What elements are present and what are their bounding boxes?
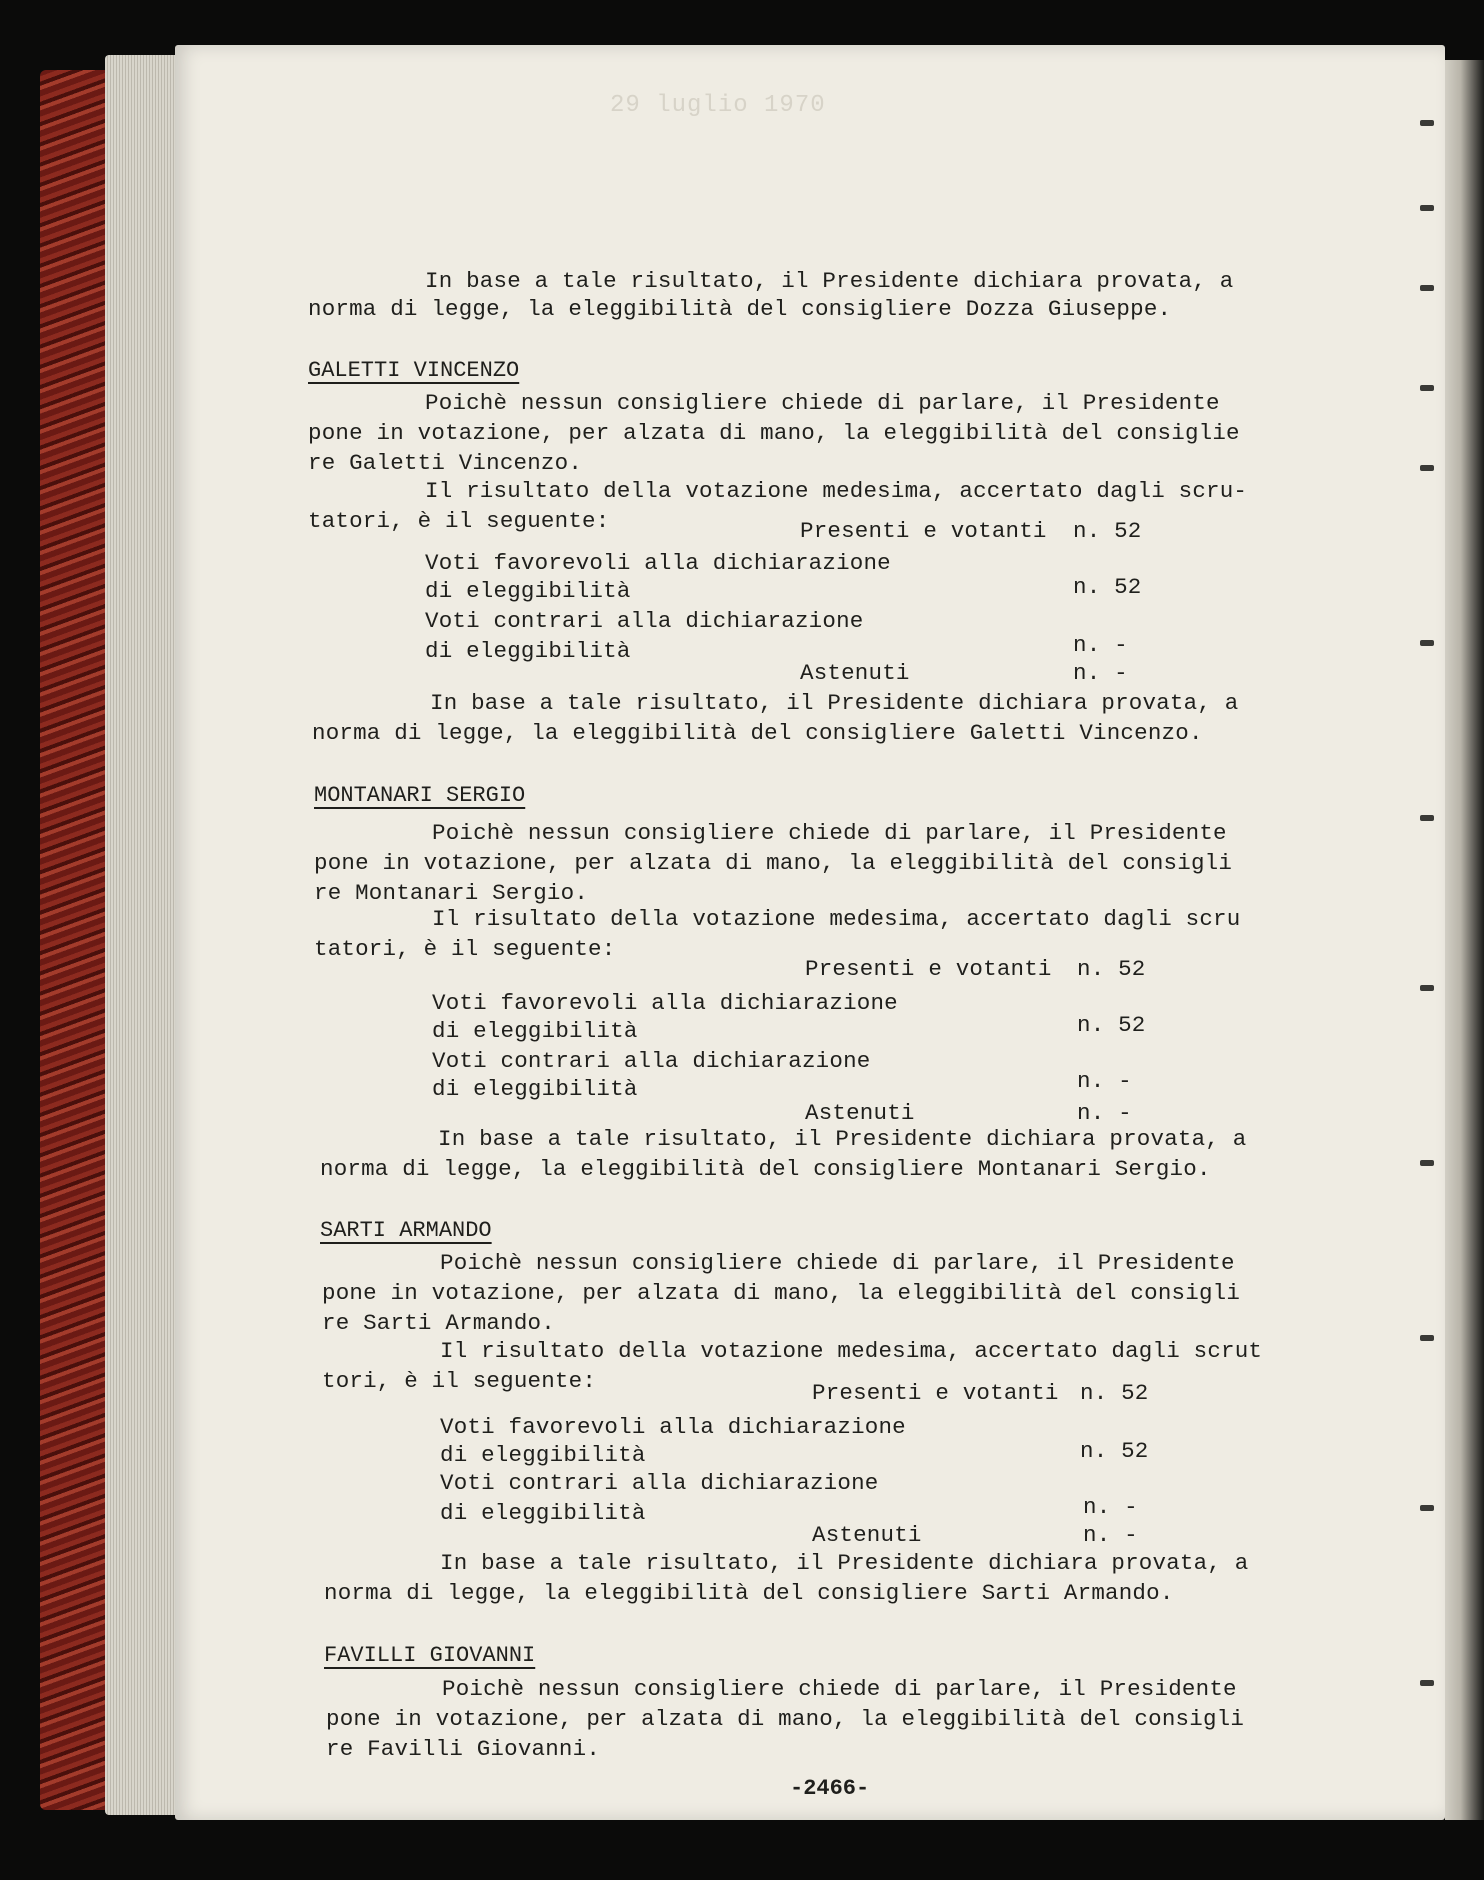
running-header-bleed: 29 luglio 1970 [610, 92, 826, 119]
conclusion-line: In base a tale risultato, il Presidente dichiara provata, a [438, 1126, 1247, 1152]
paragraph-line: tori, è il seguente: [322, 1368, 597, 1394]
paragraph-line: Il risultato della votazione medesima, accertato dagli scru [432, 906, 1241, 932]
paragraph-line: re Montanari Sergio. [314, 880, 589, 906]
intro-line: norma di legge, la eleggibilità del consigliere Dozza Giuseppe. [308, 296, 1172, 322]
paragraph-line: re Sarti Armando. [322, 1310, 555, 1336]
paragraph-line: Poichè nessun consigliere chiede di parlare, il Presidente [442, 1676, 1237, 1702]
contrari-value: n. - [1077, 1068, 1132, 1094]
intro-line: In base a tale risultato, il Presidente dichiara provata, a [425, 268, 1234, 294]
contrari-value: n. - [1083, 1494, 1138, 1520]
section-heading: GALETTI VINCENZO [308, 358, 520, 383]
favorevoli-label: di eleggibilità [432, 1018, 638, 1044]
presenti-label: Presenti e votanti [805, 956, 1052, 982]
paragraph-line: pone in votazione, per alzata di mano, la eleggibilità del consiglie [308, 420, 1240, 446]
favorevoli-label: Voti favorevoli alla dichiarazione [432, 990, 898, 1016]
paragraph-line: Poichè nessun consigliere chiede di parlare, il Presidente [440, 1250, 1235, 1276]
paragraph-line: pone in votazione, per alzata di mano, la eleggibilità del consigli [314, 850, 1233, 876]
contrari-label: di eleggibilità [432, 1076, 638, 1102]
paragraph-line: Il risultato della votazione medesima, accertato dagli scrut [440, 1338, 1263, 1364]
contrari-label: Voti contrari alla dichiarazione [425, 608, 864, 634]
paragraph-line: tatori, è il seguente: [314, 936, 616, 962]
paragraph-line: re Favilli Giovanni. [326, 1736, 601, 1762]
favorevoli-value: n. 52 [1073, 574, 1142, 600]
favorevoli-label: Voti favorevoli alla dichiarazione [440, 1414, 906, 1440]
contrari-label: Voti contrari alla dichiarazione [440, 1470, 879, 1496]
presenti-label: Presenti e votanti [812, 1380, 1059, 1406]
contrari-label: di eleggibilità [440, 1500, 646, 1526]
presenti-value: n. 52 [1077, 956, 1146, 982]
conclusion-line: norma di legge, la eleggibilità del consigliere Galetti Vincenzo. [312, 720, 1203, 746]
astenuti-label: Astenuti [805, 1100, 915, 1126]
paragraph-line: Il risultato della votazione medesima, accertato dagli scru- [425, 478, 1248, 504]
section-heading: MONTANARI SERGIO [314, 783, 526, 808]
section-heading: SARTI ARMANDO [320, 1218, 492, 1243]
presenti-label: Presenti e votanti [800, 518, 1047, 544]
section-heading: FAVILLI GIOVANNI [324, 1643, 536, 1668]
contrari-value: n. - [1073, 632, 1128, 658]
paragraph-line: Poichè nessun consigliere chiede di parlare, il Presidente [425, 390, 1220, 416]
astenuti-label: Astenuti [800, 660, 910, 686]
conclusion-line: norma di legge, la eleggibilità del consigliere Sarti Armando. [324, 1580, 1174, 1606]
favorevoli-value: n. 52 [1080, 1438, 1149, 1464]
favorevoli-value: n. 52 [1077, 1012, 1146, 1038]
paragraph-line: re Galetti Vincenzo. [308, 450, 583, 476]
presenti-value: n. 52 [1073, 518, 1142, 544]
page-number: -2466- [790, 1776, 870, 1801]
favorevoli-label: di eleggibilità [425, 578, 631, 604]
conclusion-line: norma di legge, la eleggibilità del consigliere Montanari Sergio. [320, 1156, 1211, 1182]
contrari-label: Voti contrari alla dichiarazione [432, 1048, 871, 1074]
paragraph-line: pone in votazione, per alzata di mano, la eleggibilità del consigli [326, 1706, 1245, 1732]
paragraph-line: tatori, è il seguente: [308, 508, 610, 534]
astenuti-value: n. - [1083, 1522, 1138, 1548]
favorevoli-label: di eleggibilità [440, 1442, 646, 1468]
astenuti-value: n. - [1073, 660, 1128, 686]
astenuti-label: Astenuti [812, 1522, 922, 1548]
presenti-value: n. 52 [1080, 1380, 1149, 1406]
conclusion-line: In base a tale risultato, il Presidente dichiara provata, a [430, 690, 1239, 716]
paragraph-line: Poichè nessun consigliere chiede di parlare, il Presidente [432, 820, 1227, 846]
paragraph-line: pone in votazione, per alzata di mano, la eleggibilità del consigli [322, 1280, 1241, 1306]
contrari-label: di eleggibilità [425, 638, 631, 664]
favorevoli-label: Voti favorevoli alla dichiarazione [425, 550, 891, 576]
astenuti-value: n. - [1077, 1100, 1132, 1126]
conclusion-line: In base a tale risultato, il Presidente dichiara provata, a [440, 1550, 1249, 1576]
